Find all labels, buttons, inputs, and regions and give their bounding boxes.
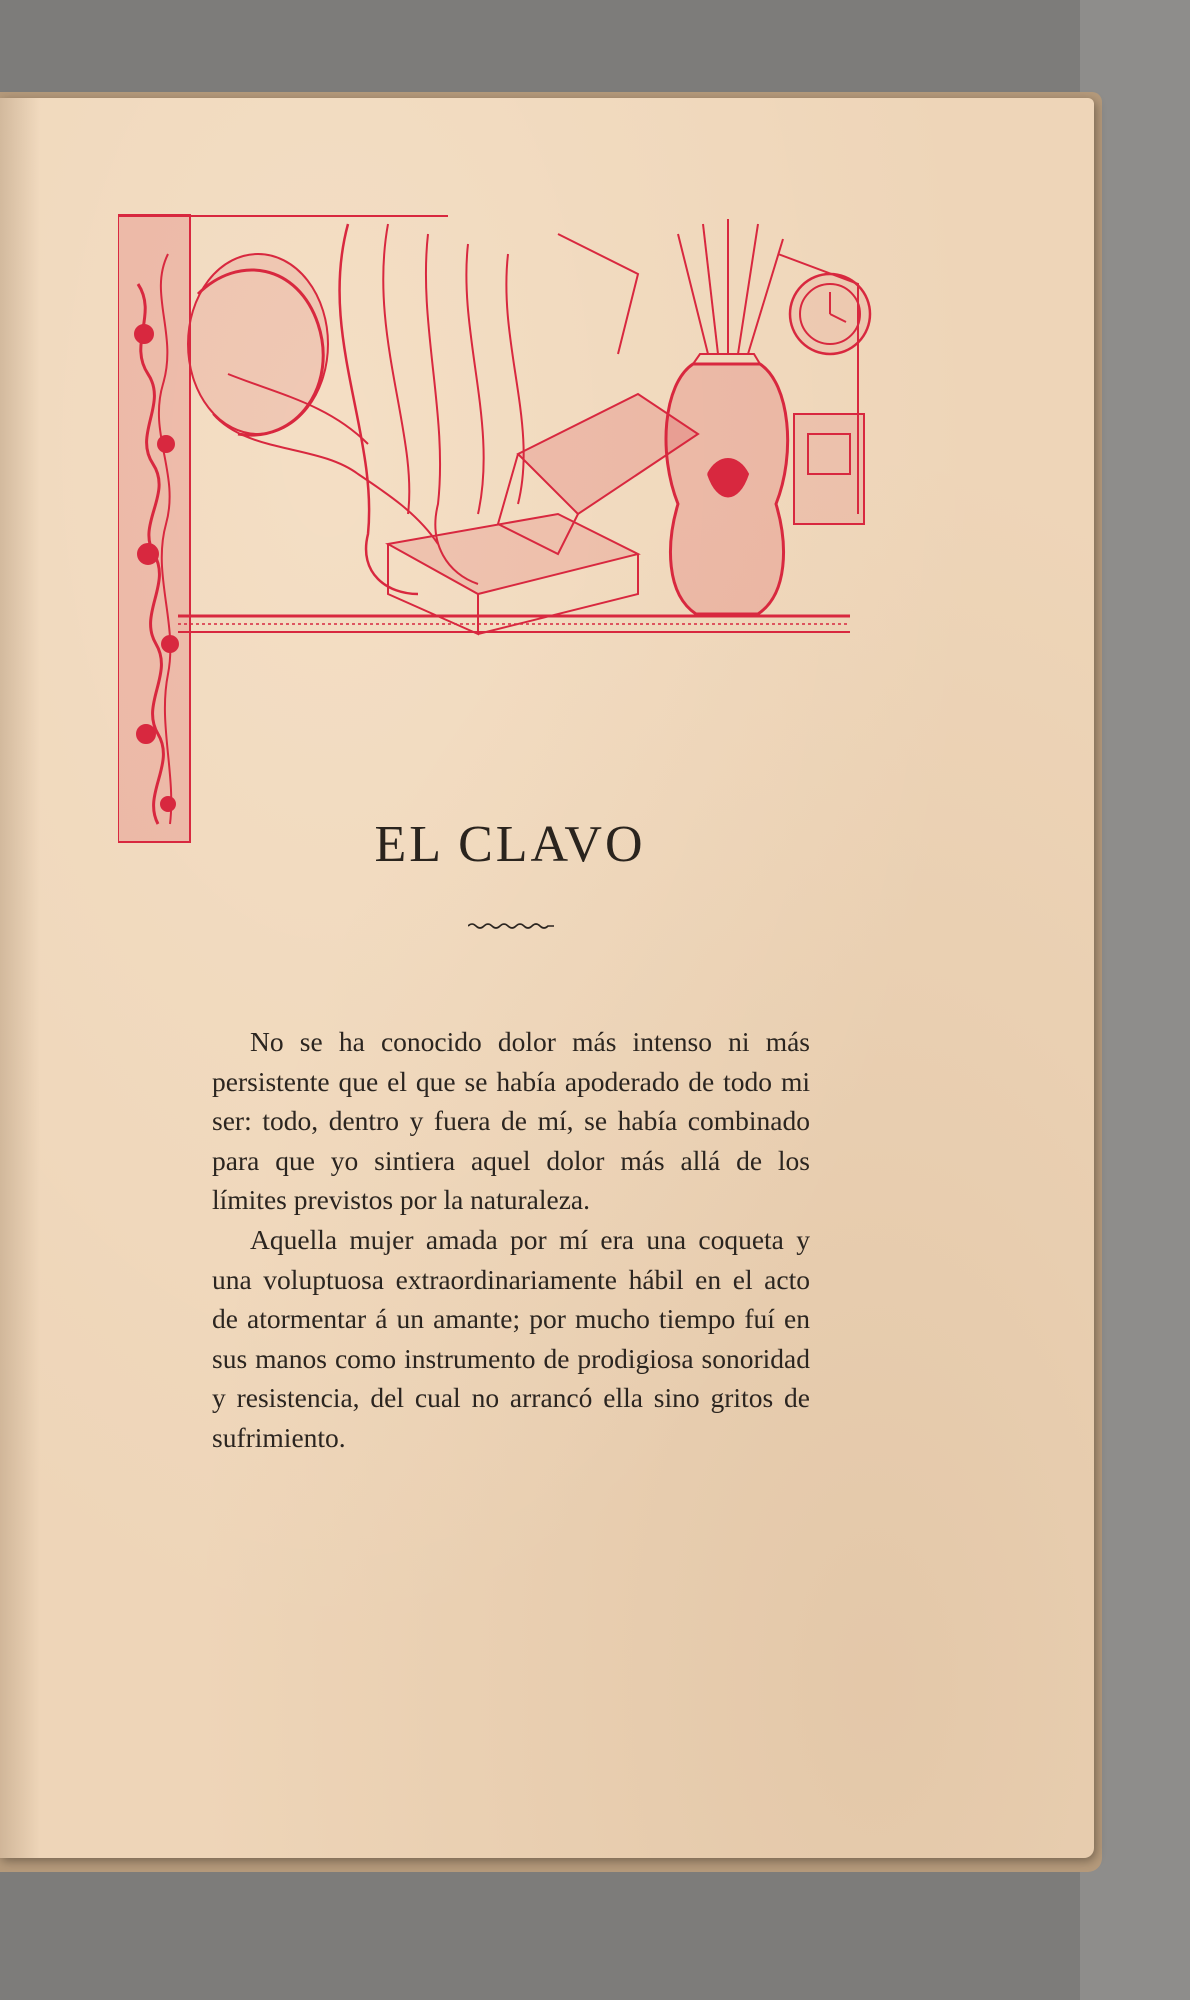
paragraph-1: No se ha conocido dolor más intenso ni más persistente que el que se había apoderado de todo mi ser: todo, dentro y fuera de mí, se había combinado para que yo sintiera aquel dolor más allá de los límites previstos por la naturaleza.: [212, 1026, 810, 1216]
gutter-shadow: [0, 98, 40, 1858]
header-illustration: [118, 214, 878, 852]
left-border-panel: [118, 214, 190, 842]
chapter-title: EL CLAVO: [374, 816, 646, 873]
chapter-body: [212, 1022, 810, 1458]
paragraph-2: Aquella mujer amada por mí era una coqueta y una voluptuosa extraordinariamente hábil en el acto de atormentar á un amante; por mucho tiempo fuí en sus manos como instrumento de prodigiosa sonoridad y resistencia, del cual no arrancó ella sino gritos de sufrimiento.: [212, 1223, 810, 1453]
title-ornament-rule: [468, 918, 554, 932]
